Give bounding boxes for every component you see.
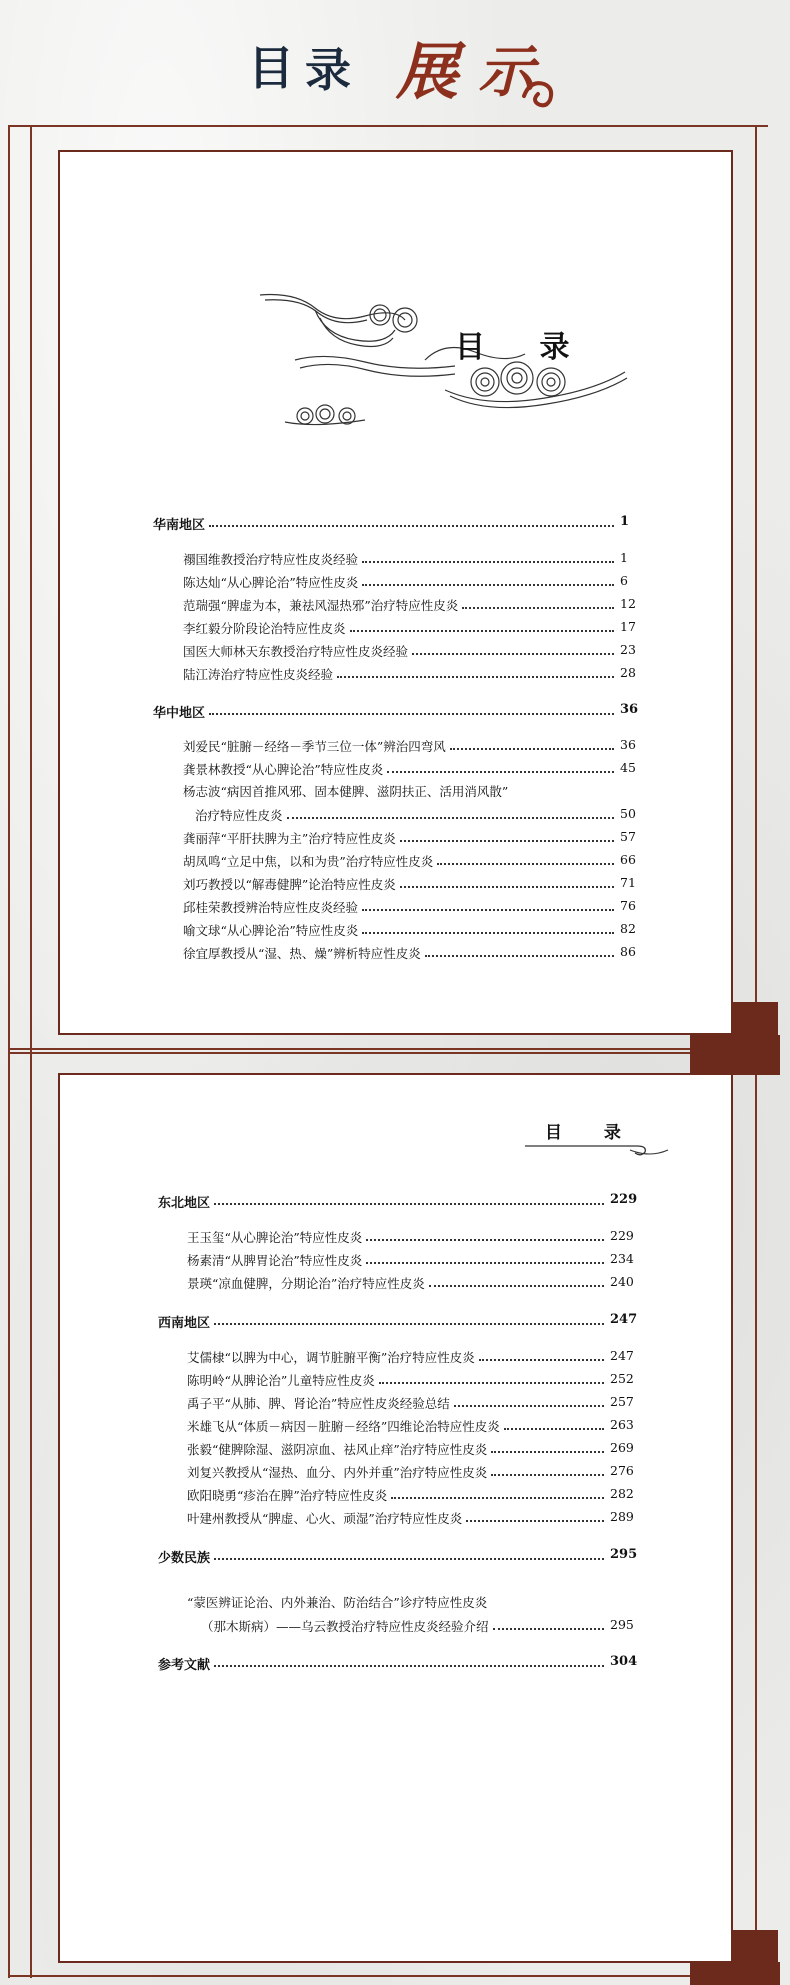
toc-entry[interactable]	[187, 1463, 650, 1481]
toc-entry-title: 华中地区	[153, 706, 206, 721]
dot-leader	[466, 1506, 604, 1522]
toc-section-heading[interactable]	[158, 1192, 650, 1210]
toc-page-number: 247	[610, 1348, 634, 1363]
dot-leader	[350, 616, 614, 632]
toc-entry[interactable]	[187, 1371, 650, 1389]
toc-entry-title: “蒙医辨证论治、内外兼治、防治结合”诊疗特应性皮炎	[187, 1595, 488, 1610]
dot-leader	[462, 593, 614, 609]
toc-section-heading[interactable]	[153, 702, 650, 720]
toc-entry-title: 禤国维教授治疗特应性皮炎经验	[183, 552, 359, 567]
toc-title-small: 目 录	[545, 1123, 639, 1143]
toc-entry[interactable]	[187, 1394, 650, 1412]
toc-entry-title: 西南地区	[158, 1316, 211, 1331]
toc-page-number: 276	[610, 1463, 634, 1478]
dot-leader	[366, 1225, 604, 1241]
toc-entry-title: 华南地区	[153, 518, 206, 533]
dot-leader	[412, 639, 614, 655]
toc-entry[interactable]	[187, 1348, 650, 1366]
toc-entry[interactable]	[187, 1417, 650, 1435]
title-char-mu: 目	[248, 41, 296, 95]
page-header-title	[0, 20, 790, 110]
dot-leader	[391, 1483, 604, 1499]
dot-leader	[437, 849, 614, 865]
swirl-ornament-icon	[520, 76, 560, 116]
dot-leader	[209, 699, 614, 715]
dot-leader	[362, 547, 614, 563]
toc-page-number: 282	[610, 1486, 634, 1501]
toc-entry-title: 国医大师林天东教授治疗特应性皮炎经验	[183, 644, 409, 659]
toc-entry-title: 东北地区	[158, 1196, 211, 1211]
toc-entry-title: 徐宜厚教授从“湿、热、燥”辨析特应性皮炎	[183, 946, 421, 961]
toc-page-number: 1	[620, 550, 628, 565]
toc-entry-title: 邱桂荣教授辨治特应性皮炎经验	[183, 900, 359, 915]
toc-entry[interactable]	[183, 782, 650, 800]
toc-page-number: 229	[610, 1228, 634, 1243]
toc-section-heading[interactable]	[158, 1654, 650, 1672]
toc-page-number: 66	[620, 852, 636, 867]
toc-entry[interactable]	[195, 806, 650, 824]
dot-leader	[209, 511, 614, 527]
toc-page-number: 82	[620, 921, 636, 936]
toc-entry-title: 参考文献	[158, 1658, 211, 1673]
toc-entry[interactable]	[187, 1228, 650, 1246]
dot-leader	[425, 941, 614, 957]
toc-page-number: 17	[620, 619, 636, 634]
dot-leader	[491, 1437, 604, 1453]
toc-page-number: 50	[620, 806, 636, 821]
frame-line	[8, 1048, 768, 1050]
toc-page-number: 57	[620, 829, 636, 844]
frame-line	[755, 125, 757, 1055]
dot-leader	[362, 918, 614, 934]
toc-page-number: 45	[620, 760, 636, 775]
dot-leader	[400, 872, 614, 888]
toc-page-number: 6	[620, 573, 628, 588]
toc-page-number: 23	[620, 642, 636, 657]
frame-line	[8, 125, 10, 1055]
toc-entry[interactable]	[183, 737, 650, 755]
toc-entry[interactable]	[187, 1509, 650, 1527]
toc-entry[interactable]	[187, 1440, 650, 1458]
toc-entry-title: 喻文球“从心脾论治”特应性皮炎	[183, 923, 359, 938]
toc-entry-title: 少数民族	[158, 1551, 211, 1566]
toc-entry[interactable]	[187, 1251, 650, 1269]
toc-page-number: 269	[610, 1440, 634, 1455]
corner-block	[690, 1962, 780, 1985]
toc-page-number: 240	[610, 1274, 634, 1289]
dot-leader	[366, 1248, 604, 1264]
frame-line	[8, 1048, 10, 1978]
toc-entry[interactable]	[183, 875, 650, 893]
toc-entry[interactable]	[187, 1486, 650, 1504]
dot-leader	[287, 803, 614, 819]
toc-entry-title: 叶建州教授从“脾虚、心火、顽湿”治疗特应性皮炎	[187, 1511, 463, 1526]
dot-leader	[491, 1460, 604, 1476]
toc-entry[interactable]	[187, 1274, 650, 1292]
toc-entry-title: 米雄飞从“体质－病因－脏腑－经络”四维论治特应性皮炎	[187, 1419, 500, 1434]
dot-leader	[214, 1651, 604, 1667]
toc-entry-title: 陆江涛治疗特应性皮炎经验	[183, 667, 334, 682]
dot-leader	[337, 662, 614, 678]
toc-entry-title: 范瑞强“脾虚为本，兼祛风湿热邪”治疗特应性皮炎	[183, 598, 459, 613]
toc-entry-title: 王玉玺“从心脾论治”特应性皮炎	[187, 1230, 363, 1245]
toc-entry[interactable]	[183, 665, 650, 683]
toc-page-number: 86	[620, 944, 636, 959]
corner-block	[690, 1035, 780, 1075]
toc-page-number: 76	[620, 898, 636, 913]
dot-leader	[493, 1614, 604, 1630]
toc-page-number: 234	[610, 1251, 634, 1266]
toc-entry-title: 龚景林教授“从心脾论治”特应性皮炎	[183, 762, 384, 777]
dot-leader	[214, 1189, 604, 1205]
toc-page-number: 257	[610, 1394, 634, 1409]
toc-entry-title: （那木斯病）——乌云教授治疗特应性皮炎经验介绍	[201, 1619, 489, 1634]
toc-entry-title: 陈达灿“从心脾论治”特应性皮炎	[183, 575, 359, 590]
dot-leader	[429, 1271, 604, 1287]
frame-line	[8, 1052, 768, 1054]
dot-leader	[214, 1309, 604, 1325]
toc-entry-title: 李红毅分阶段论治特应性皮炎	[183, 621, 346, 636]
frame-line	[30, 1048, 32, 1978]
toc-entry-title: 胡凤鸣“立足中焦，以和为贵”治疗特应性皮炎	[183, 854, 434, 869]
toc-page-number: 36	[620, 737, 636, 752]
toc-page-number: 295	[610, 1547, 638, 1562]
toc-entry[interactable]	[183, 944, 650, 962]
toc-entry[interactable]	[183, 596, 650, 614]
dot-leader	[479, 1345, 604, 1361]
toc-page-number: 229	[610, 1192, 638, 1207]
title-char-shi: 示	[478, 39, 534, 105]
toc-entry[interactable]	[183, 550, 650, 568]
toc-entry[interactable]	[201, 1617, 650, 1635]
toc-page-number: 295	[610, 1617, 634, 1632]
toc-page-number: 263	[610, 1417, 634, 1432]
toc-entry[interactable]	[183, 829, 650, 847]
toc-entry-title: 治疗特应性皮炎	[195, 808, 283, 823]
dot-leader	[214, 1544, 604, 1560]
toc-entry-title: 刘巧教授以“解毒健脾”论治特应性皮炎	[183, 877, 396, 892]
toc-entry-title: 陈明岭“从脾论治”儿童特应性皮炎	[187, 1373, 375, 1388]
toc-page-number: 28	[620, 665, 636, 680]
toc-page-number: 36	[620, 702, 639, 717]
toc-page-number: 247	[610, 1312, 638, 1327]
toc-page-number: 1	[620, 514, 630, 529]
toc-entry[interactable]	[183, 898, 650, 916]
dot-leader	[362, 570, 614, 586]
dot-leader	[400, 826, 614, 842]
toc-page-number: 71	[620, 875, 636, 890]
toc-section-heading[interactable]	[158, 1547, 650, 1565]
toc-entry[interactable]	[187, 1593, 650, 1611]
title-char-zhan: 展	[396, 35, 459, 108]
dot-leader	[379, 1368, 604, 1384]
toc-section-heading[interactable]	[158, 1312, 650, 1330]
frame-line	[8, 125, 768, 127]
dot-leader	[450, 734, 614, 750]
dot-leader	[387, 757, 614, 773]
toc-entry-title: 欧阳晓勇“疹治在脾”治疗特应性皮炎	[187, 1488, 388, 1503]
toc-entry-title: 禹子平“从肺、脾、肾论治”特应性皮炎经验总结	[187, 1396, 450, 1411]
toc-entry-title: 张毅“健脾除湿、滋阴凉血、祛风止痒”治疗特应性皮炎	[187, 1442, 488, 1457]
toc-page-number: 289	[610, 1509, 634, 1524]
dot-leader	[454, 1391, 604, 1407]
toc-entry[interactable]	[183, 852, 650, 870]
toc-entry[interactable]	[183, 573, 650, 591]
toc-entry-title: 杨志波“病因首推风邪、固本健脾、滋阴扶正、活用消风散”	[183, 784, 509, 799]
toc-page-number: 304	[610, 1654, 638, 1669]
toc-entry[interactable]	[183, 760, 650, 778]
toc-title: 目 录	[455, 330, 592, 365]
toc-entry-title: 刘爱民“脏腑－经络－季节三位一体”辨治四弯风	[183, 739, 446, 754]
title-char-lu: 录	[305, 43, 351, 97]
dot-leader	[504, 1414, 604, 1430]
title-underline-swirl-icon	[525, 1140, 670, 1160]
toc-entry[interactable]	[183, 921, 650, 939]
toc-entry-title: 景瑛“凉血健脾，分期论治”治疗特应性皮炎	[187, 1276, 425, 1291]
toc-section-heading[interactable]	[153, 514, 650, 532]
toc-entry[interactable]	[183, 642, 650, 660]
frame-line	[8, 1975, 768, 1977]
toc-page-number: 12	[620, 596, 636, 611]
toc-entry-title: 刘复兴教授从“湿热、血分、内外并重”治疗特应性皮炎	[187, 1465, 488, 1480]
toc-page-number: 252	[610, 1371, 634, 1386]
dot-leader	[362, 895, 614, 911]
toc-entry-title: 艾儒棣“以脾为中心，调节脏腑平衡”治疗特应性皮炎	[187, 1350, 475, 1365]
toc-entry-title: 杨素清“从脾胃论治”特应性皮炎	[187, 1253, 363, 1268]
frame-line	[755, 1048, 757, 1978]
toc-entry[interactable]	[183, 619, 650, 637]
toc-entry-title: 龚丽萍“平肝扶脾为主”治疗特应性皮炎	[183, 831, 396, 846]
frame-line	[30, 125, 32, 1055]
